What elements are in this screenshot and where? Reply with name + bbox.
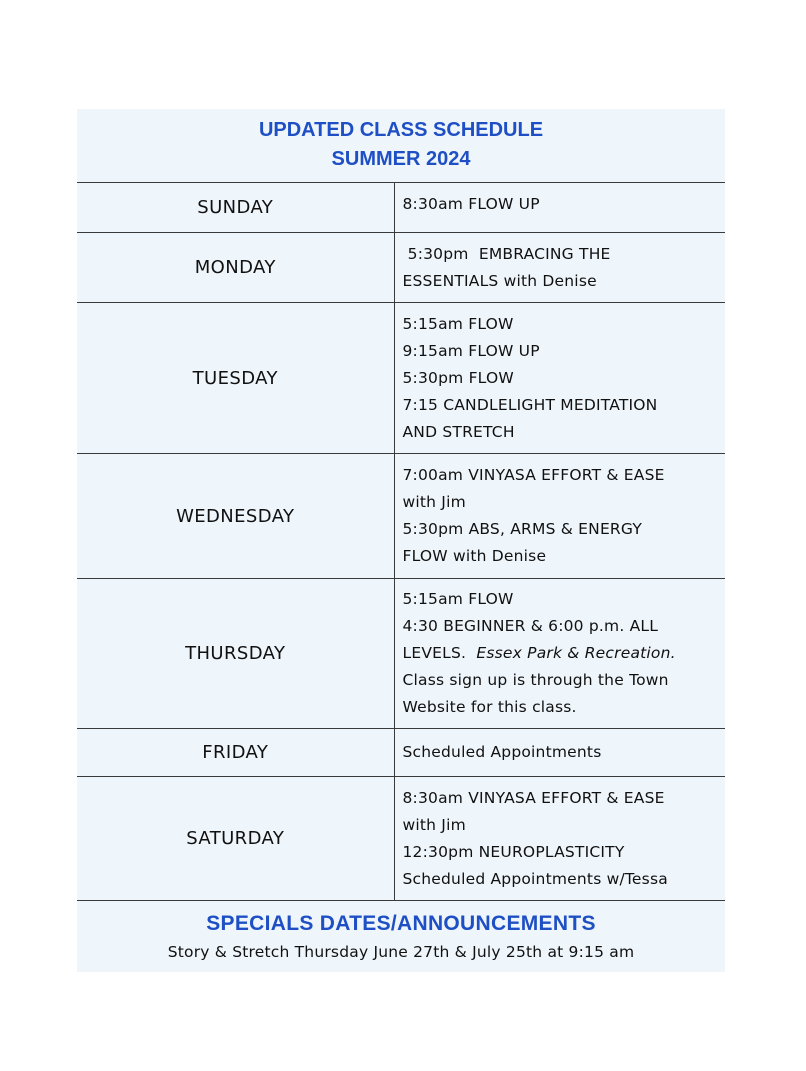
- table-row-friday: [77, 729, 725, 777]
- class-line: ESSENTIALS with Denise: [402, 271, 597, 290]
- class-cell: [394, 183, 725, 233]
- class-line: with Jim: [402, 493, 466, 511]
- class-cell: [394, 303, 725, 454]
- class-cell: [394, 729, 725, 777]
- schedule-header: [77, 109, 725, 182]
- class-line: Class sign up is through the Town: [402, 671, 669, 689]
- class-line: FLOW with Denise: [402, 547, 547, 565]
- class-line: 8:30am FLOW UP: [402, 195, 540, 213]
- page-title: UPDATED CLASS SCHEDULE: [258, 119, 544, 141]
- class-line: 5:30pm FLOW: [402, 368, 514, 387]
- announcements-section: [77, 901, 725, 961]
- class-line: 8:30am VINYASA EFFORT & EASE: [402, 788, 665, 807]
- schedule-table: [77, 182, 725, 901]
- announcements-title: SPECIALS DATES/ANNOUNCEMENTS: [206, 912, 596, 935]
- class-line: 12:30pm NEUROPLASTICITY: [402, 842, 625, 861]
- schedule-sheet: [77, 109, 725, 972]
- day-label: FRIDAY: [77, 729, 394, 777]
- class-line: 7:15 CANDLELIGHT MEDITATION: [402, 395, 658, 414]
- class-line: 9:15am FLOW UP: [402, 341, 540, 360]
- venue-text: Essex Park & Recreation.: [476, 644, 676, 662]
- day-label: MONDAY: [77, 233, 394, 303]
- class-line-levels: [403, 640, 720, 667]
- page-subtitle: SUMMER 2024: [331, 148, 471, 170]
- class-line: 5:15am FLOW: [402, 314, 514, 333]
- day-label: WEDNESDAY: [77, 454, 394, 579]
- class-line: Scheduled Appointments: [402, 743, 602, 761]
- class-line: 7:00am VINYASA EFFORT & EASE: [402, 466, 665, 484]
- table-row-monday: [77, 233, 725, 303]
- class-line: with Jim: [402, 815, 466, 834]
- table-row-wednesday: [77, 454, 725, 579]
- class-line: Scheduled Appointments w/Tessa: [402, 869, 668, 888]
- class-line: 5:15am FLOW: [402, 590, 514, 608]
- class-line: Website for this class.: [402, 698, 577, 716]
- class-cell: [394, 579, 725, 729]
- class-line: 5:30pm EMBRACING THE: [402, 244, 611, 263]
- class-line: 5:30pm ABS, ARMS & ENERGY: [402, 520, 643, 538]
- announcement-note: Story & Stretch Thursday June 27th & July 25th at 9:15 am: [167, 943, 635, 961]
- class-cell: [394, 777, 725, 901]
- class-line: 4:30 BEGINNER & 6:00 p.m. ALL: [402, 617, 659, 635]
- day-label: THURSDAY: [77, 579, 394, 729]
- table-row-sunday: [77, 183, 725, 233]
- day-label: SUNDAY: [77, 183, 394, 233]
- levels-text: LEVELS.: [402, 644, 477, 662]
- day-label: TUESDAY: [77, 303, 394, 454]
- table-row-thursday: [77, 579, 725, 729]
- day-label: SATURDAY: [77, 777, 394, 901]
- class-cell: [394, 233, 725, 303]
- class-line: AND STRETCH: [402, 422, 515, 441]
- table-row-tuesday: [77, 303, 725, 454]
- table-row-saturday: [77, 777, 725, 901]
- class-cell: [394, 454, 725, 579]
